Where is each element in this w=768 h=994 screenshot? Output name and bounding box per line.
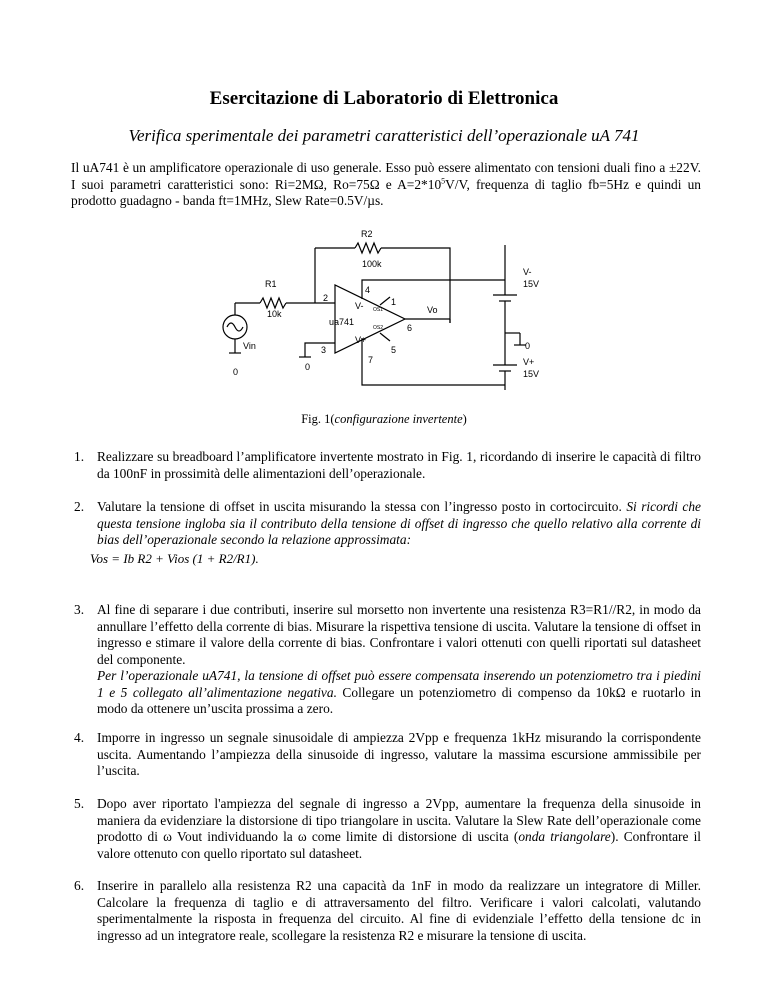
pin3-label: 3 bbox=[321, 345, 327, 355]
opamp-vplus: V+ bbox=[355, 335, 367, 345]
intro-text-1: Il uA741 è un amplificatore operazionale di uso generale. Esso può essere alimentato con tensioni duali fino a ±22V. I suoi parametri caratteristici sono: Ri=2MΩ, Ro=75Ω e A=2*10 bbox=[71, 160, 701, 192]
item-italic-text: Si ricordi che questa tensione ingloba sia il contributo della tensione di offset di ingresso che quello relativo alla corrente di bias dell’operazionale secondo la relazione approssimata: bbox=[97, 499, 701, 547]
list-item bbox=[74, 796, 702, 862]
pin2-label: 2 bbox=[323, 293, 329, 303]
item-text-2: ). Confrontare il valore ottenuto con quello riportato sul datasheet. bbox=[97, 829, 702, 861]
caption-prefix: Fig. 1( bbox=[301, 412, 335, 426]
supply-pos-value: 15V bbox=[523, 369, 540, 379]
item-text: Al fine di separare i due contributi, inserire sul morsetto non invertente una resistenza R3=R1//R2, in modo da annullare l’effetto della corrente di bias. Misurare la rispettiva tensione di uscita. Valutare la tensione di offset in ingresso e stimare il valore della corrente di bias. Confrontare i valori ottenuti con quelli riportati sul datasheet del componente. bbox=[97, 602, 701, 667]
gnd-label-3: 0 bbox=[525, 341, 531, 351]
gnd-label-2: 0 bbox=[305, 362, 311, 372]
pin6-label: 6 bbox=[407, 323, 413, 333]
vo-label: Vo bbox=[427, 305, 438, 315]
intro-paragraph bbox=[71, 160, 701, 210]
list-item bbox=[74, 730, 701, 780]
figure-caption bbox=[0, 412, 768, 427]
item-italic-text: onda triangolare bbox=[518, 829, 611, 844]
opamp-vminus: V- bbox=[355, 301, 364, 311]
item-text-2: Collegare un potenziometro di compenso da 10kΩ e ruotarlo in modo da ottenere un’uscita prossima a zero. bbox=[97, 684, 701, 716]
item-italic-text: Per l’operazionale uA741, la tensione di offset può essere compensata inserendo un potenziometro tra i piedini 1 e 5 collegato all’alimentazione negativa. bbox=[97, 668, 701, 700]
list-item bbox=[74, 449, 701, 482]
pin4-label: 4 bbox=[365, 285, 371, 295]
item-text: Dopo aver riportato l'ampiezza del segnale di ingresso a 2Vpp, aumentare la frequenza della sinusoide in maniera da evidenziare la distorsione di tipo triangolare in uscita. Valutare la Slew Rate dell’operazionale come prodotto di ω Vout individuando la ω come limite di distorsione di uscita ( bbox=[97, 796, 701, 844]
gnd-label-1: 0 bbox=[233, 367, 239, 377]
item-text: Realizzare su breadboard l’amplificatore invertente mostrato in Fig. 1, ricordando di inserire le capacità di filtro da 100nF in prossimità delle alimentazioni dell’operazionale. bbox=[97, 449, 701, 481]
r2-label: R2 bbox=[361, 229, 373, 239]
r1-resistor bbox=[260, 298, 286, 308]
item-number: 2. bbox=[74, 499, 85, 514]
document-subtitle: Verifica sperimentale dei parametri caratteristici dell’operazionale uA 741 bbox=[128, 126, 640, 145]
list-item bbox=[74, 602, 701, 718]
supply-pos-label: V+ bbox=[523, 357, 535, 367]
item-text: Imporre in ingresso un segnale sinusoidale di ampiezza 2Vpp e frequenza 1kHz misurando la corrispondente uscita. Aumentando l’ampiezza della sinusoide di ingresso, valutare la massima escursione ammissibile per l’uscita. bbox=[97, 730, 701, 778]
item-number: 1. bbox=[74, 449, 85, 464]
pin1-label: 1 bbox=[391, 297, 397, 307]
supply-neg-value: 15V bbox=[523, 279, 540, 289]
r2-resistor bbox=[355, 243, 381, 253]
os1-label: OS1 bbox=[373, 307, 384, 313]
opamp-label: ua741 bbox=[329, 317, 355, 327]
formula bbox=[90, 549, 701, 583]
circuit-diagram bbox=[205, 225, 565, 405]
os2-label: OS2 bbox=[373, 325, 384, 331]
pin5-label: 5 bbox=[391, 345, 397, 355]
list-item bbox=[74, 878, 701, 944]
formula-text: Vos = Ib R2 + Vios (1 + R2/R1). bbox=[90, 550, 259, 566]
caption-suffix: ) bbox=[462, 412, 467, 426]
intro-text-2: V/V, frequenza di taglio fb=5Hz e quindi un prodotto guadagno - banda ft=1MHz, Slew Rate=0.5V/µs. bbox=[71, 176, 701, 208]
caption-italic: configurazione invertente bbox=[334, 412, 463, 426]
item-number: 4. bbox=[74, 730, 85, 745]
r2-value: 100k bbox=[362, 259, 382, 269]
item-number: 6. bbox=[74, 878, 85, 893]
item-text: Inserire in parallelo alla resistenza R2 una capacità da 1nF in modo da realizzare un integratore di Miller. Calcolare la frequenza di taglio e di attraversamento del filtro. Verificare i valori calcolati, valutando sperimentalmente la risposta in frequenza del circuito. Al fine di evidenziale l’effetto della tensione dc in ingresso ad un integratore reale, scollegare la resistenza R2 e misurare la tensione di uscita. bbox=[97, 878, 701, 943]
document-title: Esercitazione di Laboratorio di Elettronica bbox=[209, 88, 559, 109]
pin7-label: 7 bbox=[368, 355, 374, 365]
supply-neg-label: V- bbox=[523, 267, 532, 277]
r1-label: R1 bbox=[265, 279, 277, 289]
item-text: Valutare la tensione di offset in uscita misurando la stessa con l’ingresso posto in cortocircuito. bbox=[97, 499, 627, 514]
list-item bbox=[74, 499, 701, 583]
vin-label: Vin bbox=[243, 341, 256, 351]
r1-value: 10k bbox=[267, 309, 282, 319]
item-number: 3. bbox=[74, 602, 85, 617]
item-number: 5. bbox=[74, 796, 85, 811]
intro-exponent: 5 bbox=[441, 176, 446, 186]
